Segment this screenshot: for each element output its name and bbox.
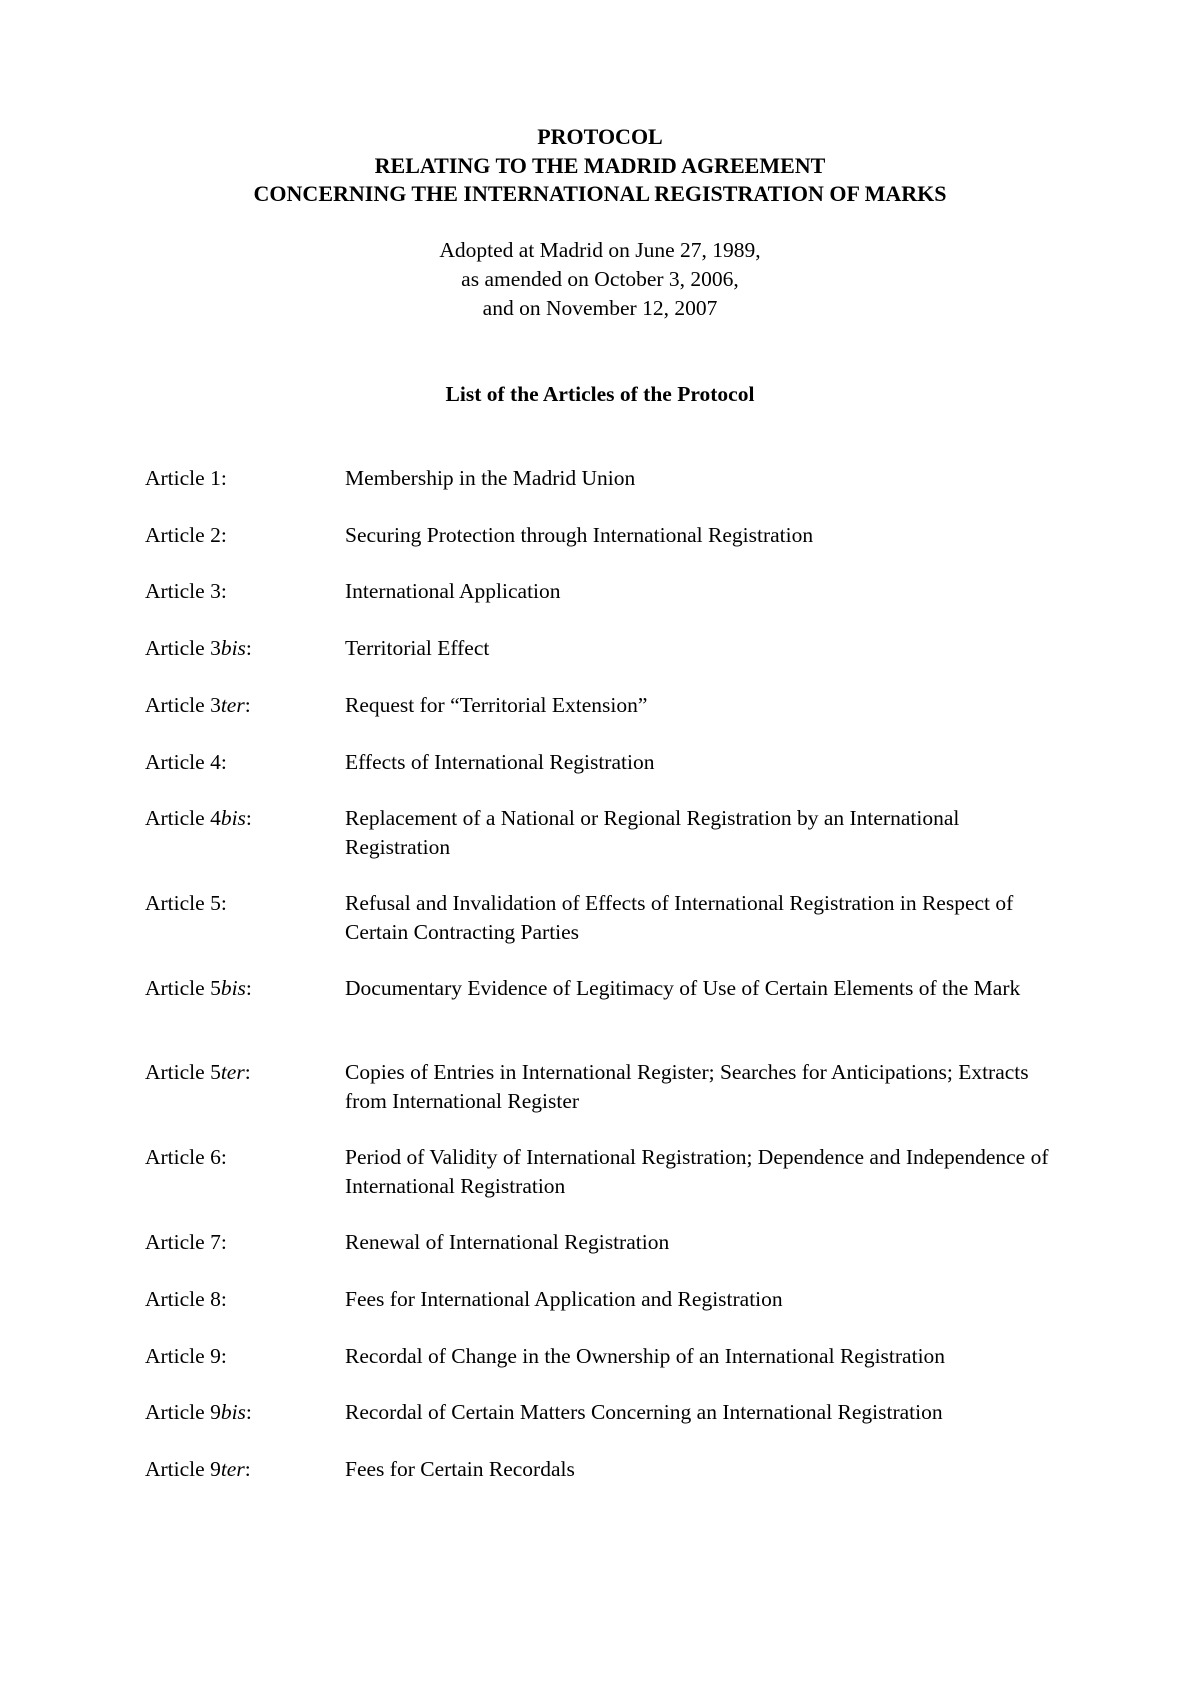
article-title: Recordal of Change in the Ownership of an International Registration	[345, 1344, 946, 1368]
article-number: Article 8:	[145, 1287, 227, 1311]
article-number: Article 3ter:	[145, 693, 251, 717]
article-title: Refusal and Invalidation of Effects of International Registration in Respect of Certain Contracting Parties	[345, 891, 1014, 944]
article-suffix: bis	[220, 976, 246, 1000]
article-title: Membership in the Madrid Union	[345, 466, 636, 490]
article-suffix: bis	[220, 1400, 246, 1424]
article-title: Documentary Evidence of Legitimacy of Use of Certain Elements of the Mark	[345, 976, 1021, 1000]
document-title	[0, 123, 1200, 209]
article-title: Period of Validity of International Registration; Dependence and Independence of International Registration	[345, 1145, 1049, 1198]
article-suffix: bis	[220, 806, 246, 830]
article-number: Article 6:	[145, 1145, 227, 1169]
article-title: International Application	[345, 579, 561, 603]
article-number: Article 4:	[145, 750, 227, 774]
adoption-line-1: Adopted at Madrid on June 27, 1989,	[439, 238, 761, 262]
article-title: Recordal of Certain Matters Concerning an International Registration	[345, 1400, 943, 1424]
article-number: Article 2:	[145, 523, 227, 547]
article-suffix: ter	[220, 1457, 245, 1481]
article-suffix: ter	[220, 693, 245, 717]
adoption-line-2: as amended on October 3, 2006,	[461, 267, 739, 291]
article-title: Replacement of a National or Regional Registration by an International Registration	[345, 806, 960, 859]
article-number: Article 1:	[145, 466, 227, 490]
article-number: Article 9bis:	[145, 1400, 252, 1424]
article-number: Article 4bis:	[145, 806, 252, 830]
adoption-line-3: and on November 12, 2007	[482, 296, 718, 320]
article-number: Article 7:	[145, 1230, 227, 1254]
title-line-protocol: PROTOCOL	[537, 124, 663, 149]
article-title: Territorial Effect	[345, 636, 490, 660]
article-suffix: bis	[220, 636, 246, 660]
article-number: Article 5ter:	[145, 1060, 251, 1084]
article-title: Fees for Certain Recordals	[345, 1457, 575, 1481]
article-number: Article 5bis:	[145, 976, 252, 1000]
article-number: Article 9:	[145, 1344, 227, 1368]
title-line-international-registration: CONCERNING THE INTERNATIONAL REGISTRATION OF MARKS	[253, 181, 947, 206]
article-title: Fees for International Application and Registration	[345, 1287, 783, 1311]
article-title: Request for “Territorial Extension”	[345, 693, 648, 717]
article-number: Article 3:	[145, 579, 227, 603]
article-title: Renewal of International Registration	[345, 1230, 670, 1254]
article-title: Effects of International Registration	[345, 750, 655, 774]
article-number: Article 9ter:	[145, 1457, 251, 1481]
article-number: Article 3bis:	[145, 636, 252, 660]
title-line-madrid-agreement: RELATING TO THE MADRID AGREEMENT	[374, 152, 826, 178]
article-title: Copies of Entries in International Register; Searches for Anticipations; Extracts from International Register	[345, 1060, 1029, 1113]
list-heading: List of the Articles of the Protocol	[445, 382, 755, 406]
article-number: Article 5:	[145, 891, 227, 915]
adoption-statement	[0, 236, 1200, 323]
article-suffix: ter	[220, 1060, 245, 1084]
article-title: Securing Protection through International Registration	[345, 523, 814, 547]
